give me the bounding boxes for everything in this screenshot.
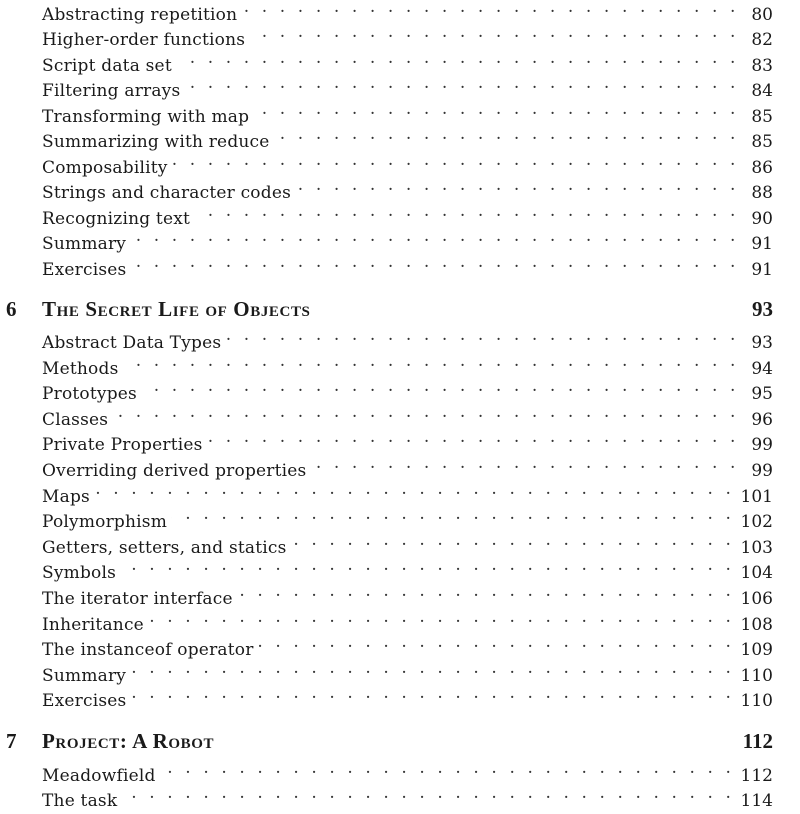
chapter-heading[interactable] [6,727,773,755]
dot-leader [237,578,735,604]
dot-leader [310,450,739,476]
toc-entry-label: The iterator interface [42,589,233,609]
toc-entry-page: 90 [751,209,773,229]
dot-leader [130,223,739,249]
toc-entry-label: Methods [42,359,119,379]
toc-entry-label: Symbols [42,563,117,583]
dot-leader [249,19,739,45]
toc-entry-label: Recognizing text [42,209,191,229]
toc-entry[interactable] [42,424,773,455]
dot-leader [172,147,739,173]
dot-leader [207,424,739,450]
dot-leader [141,373,739,399]
toc-entry-label: Exercises [42,691,127,711]
dot-leader [148,604,735,630]
toc-entry[interactable] [42,399,773,430]
dot-leader [120,552,734,578]
toc-entry-label: Private Properties [42,435,203,455]
toc-entry-page: 103 [740,538,773,558]
chapter-page: 93 [752,297,773,321]
toc-entry-page: 99 [751,435,773,455]
toc-entry-label: Strings and character codes [42,183,292,203]
toc-entry-page: 101 [740,487,773,507]
toc-entry-label: Getters, setters, and statics [42,538,287,558]
chapter-heading[interactable] [6,295,773,323]
toc-entry[interactable] [42,348,773,379]
toc-entry[interactable] [42,604,773,635]
toc-entry-page: 110 [740,691,773,711]
toc-entry-label: Overriding derived properties [42,461,307,481]
dot-leader [171,501,735,527]
toc-entry[interactable] [42,121,773,152]
chapter-page: 112 [742,729,773,753]
toc-entry-page: 109 [740,640,773,660]
chapter-number: 7 [6,729,17,753]
toc-entry-label: Exercises [42,260,127,280]
toc-entry-page: 80 [751,5,773,25]
toc-entry[interactable] [42,198,773,229]
toc-entry[interactable] [42,450,773,481]
toc-entry-page: 112 [740,766,773,786]
toc-entry-label: Inheritance [42,615,144,635]
dot-leader [291,527,735,553]
dot-leader [94,476,735,502]
dot-leader [295,172,739,198]
toc-entry[interactable] [42,655,773,686]
dot-leader [253,96,739,122]
chapter-title: Project: A Robot [42,729,215,753]
toc-entry[interactable] [42,755,773,786]
toc-entry[interactable] [42,147,773,178]
toc-entry-label: The instanceof operator [42,640,254,660]
toc-entry-label: Abstracting repetition [42,5,238,25]
toc-entry[interactable] [42,578,773,609]
toc-entry[interactable] [42,780,773,811]
toc-entry-label: Summary [42,666,127,686]
dot-leader [194,198,739,224]
toc-entry-label: Script data set [42,56,172,76]
chapter-title: The Secret Life of Objects [42,297,311,321]
dot-leader [225,322,739,348]
toc-entry-label: Composability [42,158,168,178]
toc-entry-page: 96 [751,410,773,430]
dot-leader [130,249,739,275]
toc-entry-page: 114 [740,791,773,811]
toc-entry-label: Prototypes [42,384,137,404]
toc-entry[interactable] [42,629,773,660]
toc-entry[interactable] [42,96,773,127]
toc-entry-label: Meadowfield [42,766,156,786]
dot-leader [112,399,739,425]
toc-entry-page: 106 [740,589,773,609]
toc-entry[interactable] [42,172,773,203]
dot-leader [130,680,734,706]
dot-leader [274,121,739,147]
toc-entry[interactable] [42,19,773,50]
chapter-number: 6 [6,297,17,321]
toc-entry-page: 83 [751,56,773,76]
dot-leader [258,629,735,655]
toc-entry[interactable] [42,0,773,25]
dot-leader [160,755,735,781]
toc-entry[interactable] [42,501,773,532]
toc-entry-page: 93 [751,333,773,353]
toc-entry-page: 95 [751,384,773,404]
toc-entry-page: 102 [740,512,773,532]
toc-entry-page: 91 [751,234,773,254]
toc-entry[interactable] [42,223,773,254]
toc-entry-page: 86 [751,158,773,178]
toc-entry-label: Summarizing with reduce [42,132,270,152]
toc-entry-label: Higher-order functions [42,30,246,50]
toc-entry[interactable] [42,552,773,583]
dot-leader [241,0,739,20]
toc-entry-page: 85 [751,132,773,152]
toc-entry-label: Classes [42,410,109,430]
dot-leader [176,45,739,71]
toc-entry-label: Transforming with map [42,107,250,127]
toc-entry[interactable] [42,249,773,280]
toc-entry[interactable] [42,476,773,507]
toc-entry[interactable] [42,45,773,76]
toc-entry-page: 110 [740,666,773,686]
toc-entry-page: 82 [751,30,773,50]
toc-entry-label: The task [42,791,118,811]
toc-entry[interactable] [42,680,773,711]
toc-entry-page: 94 [751,359,773,379]
toc-entry-label: Filtering arrays [42,81,181,101]
toc-entry[interactable] [42,527,773,558]
toc-entry-page: 85 [751,107,773,127]
toc-entry-label: Maps [42,487,90,507]
toc-entry[interactable] [42,322,773,353]
toc-entry-page: 84 [751,81,773,101]
toc-entry-label: Summary [42,234,127,254]
dot-leader [123,348,740,374]
toc-entry-label: Abstract Data Types [42,333,222,353]
toc-entry-page: 99 [751,461,773,481]
dot-leader [184,70,739,96]
toc-entry-page: 108 [740,615,773,635]
toc-entry-page: 91 [751,260,773,280]
dot-leader [130,655,734,681]
toc-entry-page: 104 [740,563,773,583]
toc-entry-label: Polymorphism [42,512,168,532]
dot-leader [121,780,734,806]
toc-entry-page: 88 [751,183,773,203]
toc-entry[interactable] [42,70,773,101]
toc-entry[interactable] [42,373,773,404]
